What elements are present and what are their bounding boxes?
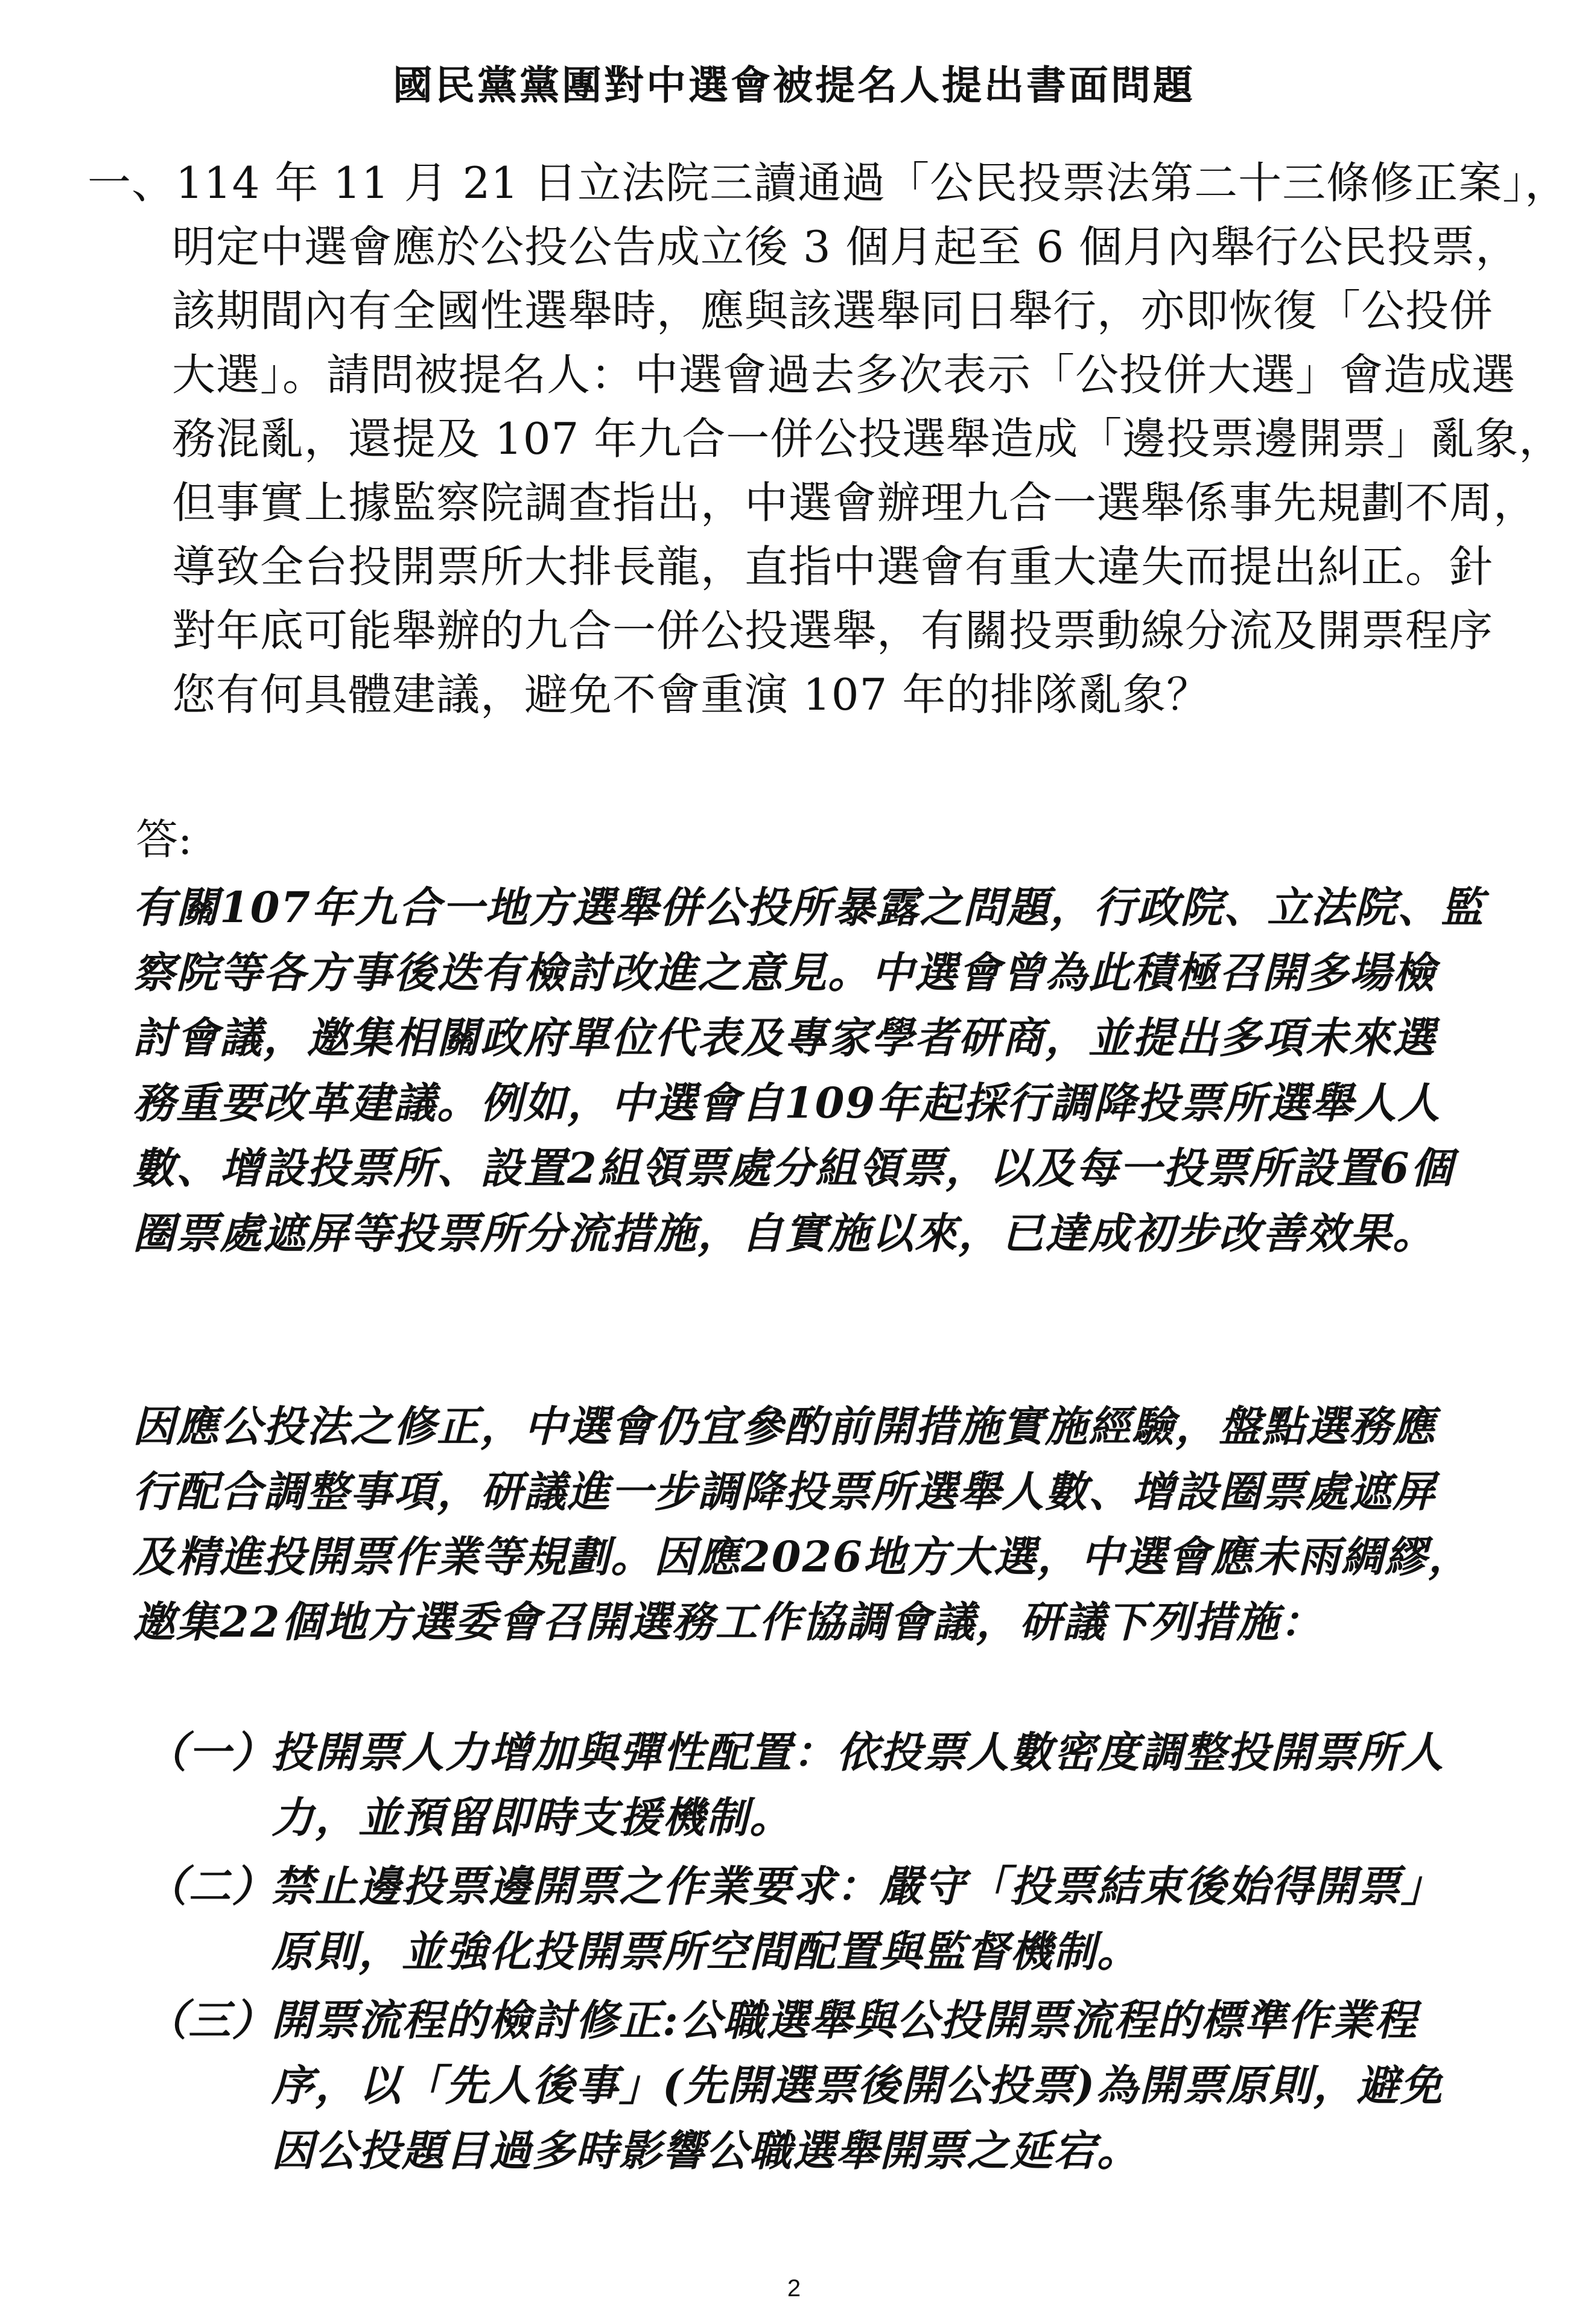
- measure-text: 禁止邊投票邊開票之作業要求：嚴守「投票結束後始得開票」: [272, 1861, 1444, 1911]
- question-line: 該期間內有全國性選舉時，應與該選舉同日舉行，亦即恢復「公投併: [172, 285, 1494, 336]
- document-title: 國民黨黨團對中選會被提名人提出書面問題: [393, 62, 1195, 109]
- question-line: 明定中選會應於公投公告成立後 3 個月起至 6 個月內舉行公民投票，: [172, 221, 1520, 272]
- measure-item: [145, 1988, 1532, 2183]
- measure-marker: （三）: [145, 1995, 275, 2045]
- measure-text: 開票流程的檢討修正:公職選舉與公投開票流程的標準作業程: [272, 1995, 1418, 2045]
- answer-line: 行配合調整事項，研議進一步調降投票所選舉人數、增設圈票處遮屏: [133, 1466, 1436, 1517]
- measure-text: 力，並預留即時支援機制。: [272, 1792, 793, 1842]
- answer-paragraph-2: [133, 1394, 1520, 1655]
- answer-label: 答:: [136, 815, 192, 864]
- answer-paragraph-1: [133, 875, 1520, 1266]
- question-line: 一、114 年 11 月 21 日立法院三讀通過「公民投票法第二十三條修正案」，: [87, 158, 1569, 208]
- question-line: 但事實上據監察院調查指出，中選會辦理九合一選舉係事先規劃不周，: [172, 477, 1538, 528]
- page-number: 2: [787, 2275, 801, 2302]
- measure-text: 序，以「先人後事」(先開選票後開公投票)為開票原則，避免: [272, 2060, 1444, 2110]
- answer-line: 有關107年九合一地方選舉併公投所暴露之問題，行政院、立法院、監: [133, 882, 1485, 932]
- answer-line: 邀集22個地方選委會召開選務工作協調會議，研議下列措施：: [133, 1597, 1324, 1647]
- measure-text: 原則，並強化投開票所空間配置與監督機制。: [272, 1926, 1140, 1976]
- question-line: 務混亂，還提及 107 年九合一併公投選舉造成「邊投票邊開票」亂象，: [172, 413, 1563, 464]
- measure-item: [145, 1854, 1532, 1984]
- question-line: 對年底可能舉辦的九合一併公投選舉，有關投票動線分流及開票程序: [172, 605, 1494, 656]
- measures-list: [145, 1720, 1532, 2187]
- question-line: 大選」。請問被提名人：中選會過去多次表示「公投併大選」會造成選: [172, 349, 1516, 400]
- measure-marker: （二）: [145, 1861, 275, 1911]
- answer-line: 圈票處遮屏等投票所分流措施，自實施以來，已達成初步改善效果。: [133, 1208, 1436, 1258]
- measure-marker: （一）: [145, 1727, 275, 1777]
- question-line: 導致全台投開票所大排長龍，直指中選會有重大違失而提出糾正。針: [172, 541, 1494, 592]
- answer-line: 務重要改革建議。例如，中選會自109年起採行調降投票所選舉人人: [133, 1078, 1441, 1128]
- measure-item: [145, 1720, 1532, 1850]
- answer-line: 因應公投法之修正，中選會仍宜參酌前開措施實施經驗，盤點選務應: [133, 1401, 1436, 1451]
- answer-line: 數、增設投票所、設置2組領票處分組領票，以及每一投票所設置6個: [133, 1143, 1454, 1193]
- question-line: 您有何具體建議，避免不會重演 107 年的排隊亂象？: [172, 669, 1211, 720]
- answer-line: 及精進投開票作業等規劃。因應2026地方大選，中選會應未雨綢繆，: [133, 1532, 1472, 1582]
- measure-text: 因公投題目過多時影響公職選舉開票之延宕。: [272, 2125, 1140, 2176]
- answer-line: 察院等各方事後迭有檢討改進之意見。中選會曾為此積極召開多場檢: [133, 947, 1436, 998]
- answer-line: 討會議，邀集相關政府單位代表及專家學者研商，並提出多項未來選: [133, 1013, 1436, 1063]
- question-block: [87, 151, 1569, 727]
- measure-text: 投開票人力增加與彈性配置：依投票人數密度調整投開票所人: [272, 1727, 1444, 1777]
